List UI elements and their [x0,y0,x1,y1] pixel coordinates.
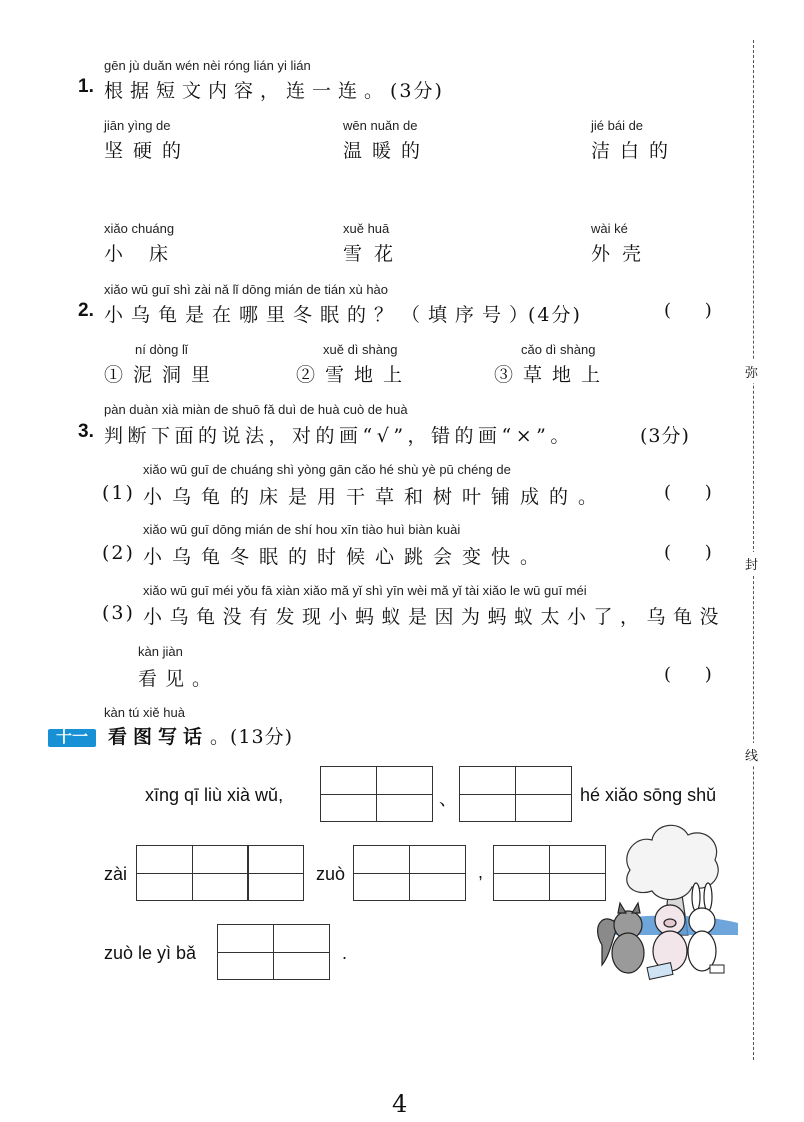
q3-item-3-label: (3) [102,602,135,624]
sec11-badge: 十一 [48,729,96,747]
q3-item-3-answer[interactable]: ( ) [664,664,712,685]
blank-box-2[interactable] [459,766,572,822]
line1-text-b: hé xiǎo sōng shǔ [580,785,717,805]
q2-pinyin: xiǎo wū guī shì zài nǎ lǐ dōng mián de tián xù hào [104,282,389,297]
q1-text: 根据短文内容，连一连。 [104,80,391,102]
q3-item-3b-pinyin: kàn jiàn [138,644,183,659]
q1-top-3: 洁白的 [591,140,679,162]
squirrel-icon [598,903,644,973]
line1-text-a: xīng qī liù xià wǔ, [145,785,284,805]
q2-option-1: ①泥洞里 [104,364,221,386]
q1-top-2-pinyin: wēn nuǎn de [343,118,418,133]
q3-item-2-pinyin: xiǎo wū guī dōng mián de shí hou xīn tiào huì biàn kuài [143,522,461,537]
q1-bottom-2: 雪花 [343,243,406,265]
q1-bottom-1: 小床 [104,243,195,265]
q3-item-3-text: 小乌龟没有发现小蚂蚁是因为蚂蚁太小了，乌龟没 [143,606,727,628]
q2-option-3-pinyin: cǎo dì shàng [521,342,596,357]
sec11-score: 。(13分) [210,726,294,748]
binding-dotted-line [753,40,754,1060]
q3-item-1-text: 小乌龟的床是用干草和树叶铺成的。 [143,486,608,508]
q3-number: 3. [78,421,94,442]
q2-score: (4分) [528,304,582,326]
q3-pinyin: pàn duàn xià miàn de shuō fǎ duì de huà cuò de huà [104,402,408,417]
q2-option-2: ②雪地上 [296,364,413,386]
sec11-title: 看图写话 [108,726,209,748]
q3-item-1-label: (1) [102,482,135,504]
q3-item-3-pinyin: xiǎo wū guī méi yǒu fā xiàn xiǎo mǎ yǐ shì yīn wèi mǎ yǐ tài xiǎo le wū guī méi [143,583,587,598]
rabbit-icon [688,883,716,971]
q3-text: 判断下面的说法，对的画“√”，错的画“×”。 [104,425,574,447]
q1-top-3-pinyin: jié bái de [591,118,644,133]
line1-separator: 、 [439,789,457,809]
q2-text: 小乌龟是在哪里冬眠的？（填序号） [104,304,537,326]
line2-text-b: zuò [316,864,346,884]
q3-item-1-pinyin: xiǎo wū guī de chuáng shì yòng gān cǎo hé shù yè pū chéng de [143,462,511,477]
q3-item-2-label: (2) [102,542,135,564]
q3-item-2-answer[interactable]: ( ) [664,542,712,563]
q1-bottom-3: 外壳 [591,243,654,265]
q3-score: (3分) [640,425,690,447]
sec11-pinyin: kàn tú xiě huà [104,705,185,720]
blank-box-1[interactable] [320,766,433,822]
q2-number: 2. [78,300,94,321]
blank-box-6[interactable] [217,924,330,980]
line2-separator: , [478,862,484,882]
picnic-items-icon [647,963,724,980]
q3-item-2-text: 小乌龟冬眠的时候心跳会变快。 [143,546,550,568]
q2-option-1-pinyin: ní dòng lǐ [135,342,188,357]
animals-picnic-illustration [590,815,740,985]
side-label-xian: 线 [745,743,758,766]
pig-icon [653,905,687,971]
q1-top-1: 坚硬的 [104,140,192,162]
side-label-mi: 弥 [745,360,758,383]
q3-item-1-answer[interactable]: ( ) [664,482,712,503]
line3-text-a: zuò le yì bǎ [104,943,197,963]
q1-pinyin: gēn jù duǎn wén nèi róng lián yi lián [104,58,311,73]
line2-text-a: zài [104,864,128,884]
blank-box-5[interactable] [493,845,606,901]
q1-top-1-pinyin: jiān yìng de [104,118,171,133]
q2-answer-blank[interactable]: ( ) [664,300,712,321]
q2-option-2-pinyin: xuě dì shàng [323,342,398,357]
q1-bottom-3-pinyin: wài ké [591,221,628,236]
side-label-feng: 封 [745,552,758,575]
blank-box-4[interactable] [353,845,466,901]
line3-end: . [342,943,348,963]
q1-bottom-2-pinyin: xuě huā [343,221,390,236]
q1-score: (3分) [390,80,444,102]
blank-box-3[interactable] [136,845,304,901]
q1-bottom-1-pinyin: xiǎo chuáng [104,221,175,236]
q1-number: 1. [78,76,94,97]
q2-option-3: ③草地上 [494,364,611,386]
page-number: 4 [392,1090,408,1118]
q1-top-2: 温暖的 [343,140,431,162]
q3-item-3b-text: 看见。 [138,668,220,690]
